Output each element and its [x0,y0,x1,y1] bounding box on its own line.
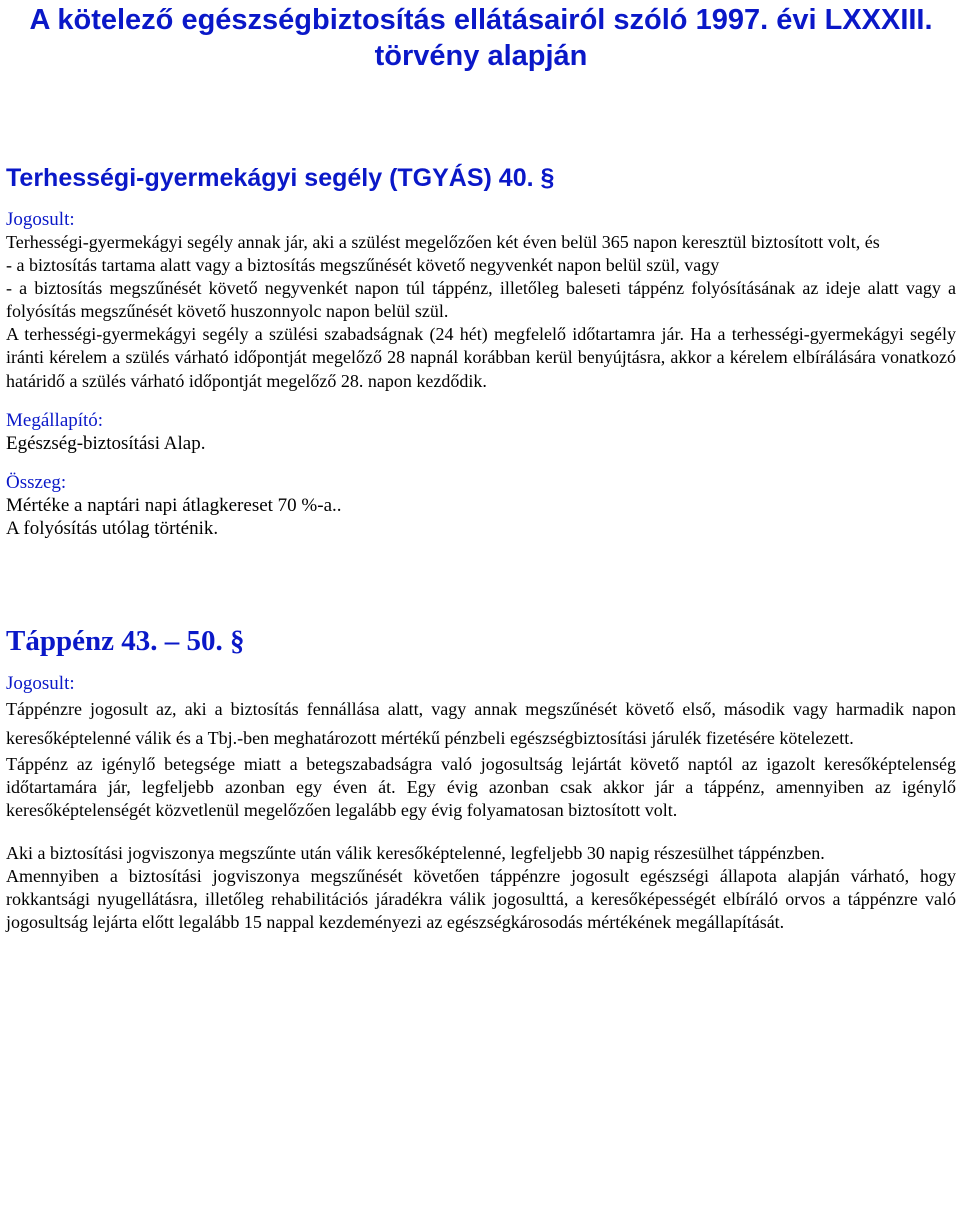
tgyas-megallapito-value: Egészség-biztosítási Alap. [6,432,206,454]
tgyas-heading: Terhességi-gyermekágyi segély (TGYÁS) 40. § [6,164,555,192]
tgyas-megallapito-label: Megállapító: [6,409,104,431]
document-title: A kötelező egészségbiztosítás ellátásairól szóló 1997. évi LXXXIII. törvény alapján [29,4,933,72]
tgyas-osszeg-line-2: A folyósítás utólag történik. [6,517,219,539]
tgyas-osszeg-label: Összeg: [6,471,67,493]
tappenz-jogosult-label: Jogosult: [6,672,75,694]
tgyas-jogosult-paragraph-2: - a biztosítás tartama alatt vagy a biztosítás megszűnését követő negyvenkét napon belül szül, vagy [6,255,720,276]
tappenz-heading: Táppénz 43. – 50. § [6,624,245,657]
tgyas-jogosult-label: Jogosult: [6,209,75,230]
tgyas-jogosult-paragraph-1: Terhességi-gyermekágyi segély annak jár, aki a szülést megelőzően két éven belül 365 napon keresztül biztosított volt, és [6,232,880,252]
tappenz-section [6,624,956,935]
tappenz-paragraph-4: Amennyiben a biztosítási jogviszonya megszűnését követően táppénzre jogosult egészségi állapota alapján várható, hogy rokkantsági nyugellátásra, illetőleg rehabilitációs járadékra válik jogosulttá, a keresőképességét elbíráló orvos a táppénzre való jogosultság lejárta előtt legalább 15 nappal kezdeményezi az egészségkárosodás mértékének megállapítását. [6,866,956,933]
tgyas-jogosult-paragraph-4: A terhességi-gyermekágyi segély a szülési szabadságnak (24 hét) megfelelő időtartamra jár. Ha a terhességi-gyermekágyi segély iránti kérelem a szülés várható időpontját megelőző 28 napnál korábban kerül benyújtásra, akkor a kérelem elbírálására vonatkozó határidő a szülés várható időpontját megelőző 28. napon kezdődik. [6,324,956,391]
tappenz-paragraph-2: Táppénz az igénylő betegsége miatt a betegszabadságra való jogosultság lejártát követő naptól az igazolt keresőképtelenség időtartamára jár, legfeljebb azonban egy éven át. Egy évig azonban csak akkor jár a táppénz, amennyiben az igénylő keresőképtelenségét közvetlenül megelőzően legalább egy évig folyamatosan biztosított volt. [6,753,956,820]
tgyas-osszeg-line-1: Mértéke a naptári napi átlagkereset 70 %-a.. [6,494,342,516]
tgyas-jogosult-paragraph-3: - a biztosítás megszűnését követő negyvenkét napon túl táppénz, illetőleg baleseti táppénz folyósításának az ideje alatt vagy a folyósítás megszűnését követő huszonnyolc napon belül szül. [6,278,956,322]
tappenz-paragraph-3: Aki a biztosítási jogviszonya megszűnte után válik keresőképtelenné, legfeljebb 30 napig részesülhet táppénzben. [6,842,825,863]
document-page [6,0,956,934]
tappenz-paragraph-1: Táppénzre jogosult az, aki a biztosítás fennállása alatt, vagy annak megszűnését követő első, második vagy harmadik napon keresőképtelenné válik és a Tbj.-ben meghatározott mértékű pénzbeli egészségbiztosítási járulék fizetésére kötelezett. [6,698,956,748]
tgyas-section [6,162,956,540]
